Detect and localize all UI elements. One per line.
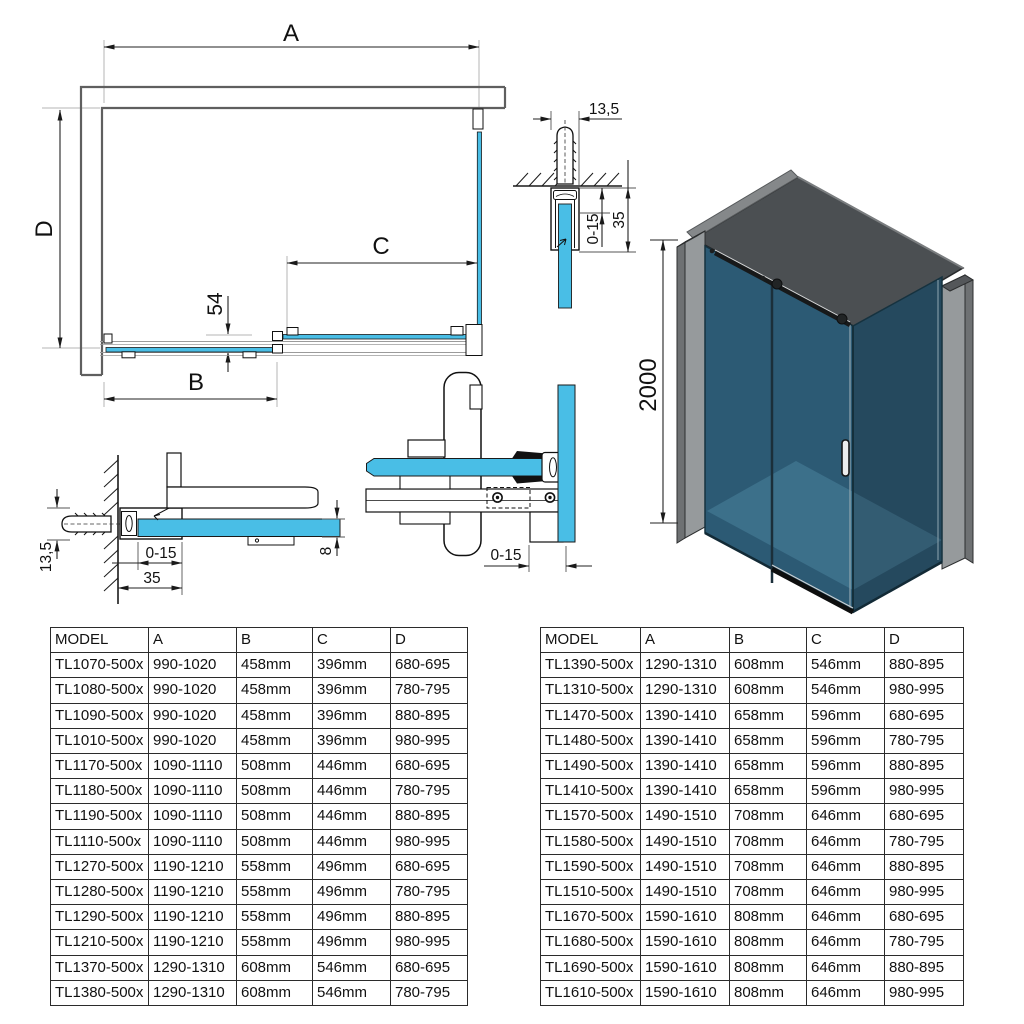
table-cell: 396mm — [313, 653, 391, 678]
plan-glass-panels — [106, 132, 482, 353]
table-cell: 780-795 — [391, 678, 468, 703]
table-cell: 596mm — [807, 754, 885, 779]
table-cell: 990-1020 — [149, 653, 237, 678]
dim-label-offset-54: 54 — [204, 292, 227, 316]
table-cell: TL1690-500x — [541, 955, 641, 980]
table-row — [51, 779, 468, 804]
table-cell: TL1670-500x — [541, 905, 641, 930]
table-cell: 880-895 — [391, 804, 468, 829]
table-cell: 780-795 — [885, 829, 964, 854]
table-cell: TL1570-500x — [541, 804, 641, 829]
table-cell: 546mm — [807, 678, 885, 703]
table-cell: 708mm — [730, 880, 807, 905]
table-cell: 446mm — [313, 829, 391, 854]
table-cell: 980-995 — [885, 980, 964, 1005]
table-cell: 646mm — [807, 905, 885, 930]
table-row — [51, 930, 468, 955]
table-cell: 1390-1410 — [641, 703, 730, 728]
column-header: D — [885, 628, 964, 653]
roller-mechanism-section — [335, 360, 625, 615]
table-cell: TL1490-500x — [541, 754, 641, 779]
table-cell: 680-695 — [391, 854, 468, 879]
table-cell: TL1270-500x — [51, 854, 149, 879]
size-table-right — [540, 627, 964, 1006]
table-cell: 446mm — [313, 779, 391, 804]
table-cell: 1090-1110 — [149, 779, 237, 804]
column-header: D — [391, 628, 468, 653]
table-row — [51, 703, 468, 728]
table-cell: 708mm — [730, 804, 807, 829]
table-cell: 596mm — [807, 728, 885, 753]
table-cell: 708mm — [730, 829, 807, 854]
table-cell: 658mm — [730, 703, 807, 728]
table-cell: 508mm — [237, 754, 313, 779]
table-row — [541, 703, 964, 728]
table-cell: 1590-1610 — [641, 955, 730, 980]
table-row — [541, 653, 964, 678]
table-cell: 458mm — [237, 678, 313, 703]
isometric-view — [620, 150, 1020, 620]
dim-label-35-side: 35 — [143, 570, 161, 587]
table-cell: 558mm — [237, 930, 313, 955]
table-cell: TL1190-500x — [51, 804, 149, 829]
table-cell: 1190-1210 — [149, 905, 237, 930]
wall-anchor — [62, 513, 122, 535]
table-cell: 808mm — [730, 905, 807, 930]
table-cell: TL1170-500x — [51, 754, 149, 779]
table-cell: 1490-1510 — [641, 829, 730, 854]
table-cell: 680-695 — [885, 804, 964, 829]
iso-roller-rear — [837, 314, 847, 324]
table-cell: 980-995 — [391, 930, 468, 955]
table-cell: 608mm — [237, 980, 313, 1005]
table-row — [541, 728, 964, 753]
dim-label-35-top: 35 — [611, 211, 628, 229]
iso-door-handle — [842, 440, 849, 476]
table-cell: 1490-1510 — [641, 880, 730, 905]
table-cell: 1390-1410 — [641, 754, 730, 779]
table-row — [51, 955, 468, 980]
table-cell: 980-995 — [391, 728, 468, 753]
table-cell: 680-695 — [391, 653, 468, 678]
table-cell: TL1370-500x — [51, 955, 149, 980]
table-cell: 1290-1310 — [641, 678, 730, 703]
table-cell: 558mm — [237, 854, 313, 879]
table-cell: TL1070-500x — [51, 653, 149, 678]
dim-label-b: B — [187, 369, 205, 396]
table-cell: 708mm — [730, 854, 807, 879]
table-cell: 808mm — [730, 980, 807, 1005]
table-cell: 646mm — [807, 829, 885, 854]
table-row — [541, 880, 964, 905]
table-cell: 508mm — [237, 829, 313, 854]
table-cell: 808mm — [730, 955, 807, 980]
iso-right-profile — [942, 275, 973, 569]
table-cell: TL1610-500x — [541, 980, 641, 1005]
table-row — [541, 905, 964, 930]
roller-dimensions — [484, 545, 592, 572]
table-cell: 446mm — [313, 754, 391, 779]
plan-fittings — [104, 109, 483, 358]
table-cell: 808mm — [730, 930, 807, 955]
glass-bracket — [248, 537, 294, 546]
table-row — [541, 955, 964, 980]
table-row — [51, 653, 468, 678]
table-cell: TL1280-500x — [51, 880, 149, 905]
table-cell: 396mm — [313, 678, 391, 703]
table-cell: 658mm — [730, 728, 807, 753]
table-cell: 646mm — [807, 854, 885, 879]
table-cell: 1190-1210 — [149, 930, 237, 955]
table-cell: 658mm — [730, 754, 807, 779]
table-cell: 646mm — [807, 930, 885, 955]
table-cell: 780-795 — [885, 728, 964, 753]
table-cell: 508mm — [237, 779, 313, 804]
table-cell: 1290-1310 — [149, 955, 237, 980]
table-cell: 396mm — [313, 703, 391, 728]
table-cell: 880-895 — [885, 754, 964, 779]
table-cell: 546mm — [313, 955, 391, 980]
table-cell: 680-695 — [391, 955, 468, 980]
column-header: C — [313, 628, 391, 653]
table-cell: 458mm — [237, 703, 313, 728]
table-cell: 446mm — [313, 804, 391, 829]
table-cell: 780-795 — [391, 880, 468, 905]
plan-side-panel — [477, 132, 481, 353]
table-header-row — [541, 628, 964, 653]
table-cell: TL1090-500x — [51, 703, 149, 728]
table-cell: 1590-1610 — [641, 905, 730, 930]
dim-label-c: C — [372, 233, 390, 260]
plan-dimension-lines — [60, 47, 479, 399]
table-cell: 558mm — [237, 905, 313, 930]
table-cell: 508mm — [237, 804, 313, 829]
column-header: B — [730, 628, 807, 653]
table-cell: 1490-1510 — [641, 854, 730, 879]
table-cell: TL1290-500x — [51, 905, 149, 930]
table-cell: 396mm — [313, 728, 391, 753]
table-row — [541, 930, 964, 955]
glass-panel-section — [138, 519, 340, 537]
column-header: A — [641, 628, 730, 653]
table-cell: 880-895 — [391, 703, 468, 728]
wall-profile-section-side — [35, 430, 345, 620]
table-cell: 646mm — [807, 880, 885, 905]
table-row — [51, 829, 468, 854]
table-row — [541, 678, 964, 703]
table-row — [51, 980, 468, 1005]
table-cell: 658mm — [730, 779, 807, 804]
table-cell: TL1410-500x — [541, 779, 641, 804]
table-cell: 680-695 — [391, 754, 468, 779]
iso-side-glass — [853, 277, 942, 612]
table-cell: TL1310-500x — [541, 678, 641, 703]
table-cell: 1090-1110 — [149, 804, 237, 829]
table-cell: 990-1020 — [149, 703, 237, 728]
table-cell: TL1470-500x — [541, 703, 641, 728]
table-cell: 780-795 — [391, 779, 468, 804]
dim-label-2000: 2000 — [635, 358, 662, 412]
door-glass-section — [367, 459, 558, 477]
table-cell: 496mm — [313, 880, 391, 905]
table-cell: 596mm — [807, 703, 885, 728]
table-cell: TL1580-500x — [541, 829, 641, 854]
table-cell: 990-1020 — [149, 728, 237, 753]
table-cell: 646mm — [807, 980, 885, 1005]
dim-label-d: D — [31, 220, 58, 238]
table-cell: 980-995 — [885, 678, 964, 703]
iso-height-dimension — [635, 240, 678, 523]
table-row — [541, 829, 964, 854]
table-row — [51, 728, 468, 753]
size-table-left — [50, 627, 468, 1006]
table-row — [51, 804, 468, 829]
table-cell: 646mm — [807, 804, 885, 829]
table-cell: TL1380-500x — [51, 980, 149, 1005]
table-cell: 1390-1410 — [641, 779, 730, 804]
wall-anchor — [554, 120, 576, 185]
table-cell: 496mm — [313, 905, 391, 930]
column-header: C — [807, 628, 885, 653]
table-cell: TL1080-500x — [51, 678, 149, 703]
table-cell: 596mm — [807, 779, 885, 804]
table-cell: 990-1020 — [149, 678, 237, 703]
column-header: MODEL — [51, 628, 149, 653]
table-cell: 1290-1310 — [641, 653, 730, 678]
table-cell: 980-995 — [885, 779, 964, 804]
column-header: MODEL — [541, 628, 641, 653]
table-cell: 496mm — [313, 930, 391, 955]
table-cell: 880-895 — [391, 905, 468, 930]
table-cell: TL1210-500x — [51, 930, 149, 955]
table-header-row — [51, 628, 468, 653]
table-cell: 680-695 — [885, 703, 964, 728]
table-row — [541, 980, 964, 1005]
table-cell: TL1480-500x — [541, 728, 641, 753]
dim-label-0-15-roller: 0-15 — [490, 547, 522, 564]
column-header: A — [149, 628, 237, 653]
plan-fixed-panel — [283, 335, 478, 340]
table-cell: 780-795 — [391, 980, 468, 1005]
table-cell: 458mm — [237, 653, 313, 678]
column-header: B — [237, 628, 313, 653]
table-cell: 680-695 — [885, 905, 964, 930]
table-cell: TL1010-500x — [51, 728, 149, 753]
table-cell: TL1590-500x — [541, 854, 641, 879]
table-row — [541, 754, 964, 779]
table-cell: 496mm — [313, 854, 391, 879]
table-cell: TL1680-500x — [541, 930, 641, 955]
dim-label-13-5-side: 13,5 — [38, 541, 55, 573]
table-row — [51, 854, 468, 879]
glass-panel-section — [559, 204, 572, 308]
table-cell: 1090-1110 — [149, 829, 237, 854]
dim-label-0-15-side: 0-15 — [145, 545, 177, 562]
side-glass-section — [558, 385, 575, 542]
table-cell: 1190-1210 — [149, 854, 237, 879]
table-cell: 1390-1410 — [641, 728, 730, 753]
table-cell: 980-995 — [391, 829, 468, 854]
table-cell: 646mm — [807, 955, 885, 980]
table-cell: 558mm — [237, 880, 313, 905]
table-row — [51, 905, 468, 930]
table-cell: 880-895 — [885, 653, 964, 678]
table-cell: 608mm — [730, 653, 807, 678]
table-cell: TL1390-500x — [541, 653, 641, 678]
iso-left-profile — [677, 231, 705, 543]
table-cell: 980-995 — [885, 880, 964, 905]
iso-roller-front — [772, 279, 782, 289]
table-cell: 880-895 — [885, 854, 964, 879]
table-row — [51, 880, 468, 905]
table-cell: 608mm — [730, 678, 807, 703]
table-row — [51, 678, 468, 703]
table-row — [541, 854, 964, 879]
table-cell: 546mm — [313, 980, 391, 1005]
table-cell: 1190-1210 — [149, 880, 237, 905]
table-row — [51, 754, 468, 779]
table-cell: 1590-1610 — [641, 930, 730, 955]
table-row — [541, 804, 964, 829]
dim-label-a: A — [282, 20, 300, 47]
table-cell: 458mm — [237, 728, 313, 753]
table-cell: 1290-1310 — [149, 980, 237, 1005]
table-cell: 1490-1510 — [641, 804, 730, 829]
dim-label-0-15-top: 0-15 — [585, 213, 602, 245]
table-cell: TL1180-500x — [51, 779, 149, 804]
table-cell: 608mm — [237, 955, 313, 980]
table-cell: TL1510-500x — [541, 880, 641, 905]
table-cell: 1090-1110 — [149, 754, 237, 779]
table-cell: 546mm — [807, 653, 885, 678]
table-cell: 880-895 — [885, 955, 964, 980]
table-cell: 1590-1610 — [641, 980, 730, 1005]
dim-label-13-5-top: 13,5 — [588, 101, 620, 118]
table-row — [541, 779, 964, 804]
table-cell: TL1110-500x — [51, 829, 149, 854]
table-cell: 780-795 — [885, 930, 964, 955]
dim-label-8: 8 — [318, 546, 335, 556]
